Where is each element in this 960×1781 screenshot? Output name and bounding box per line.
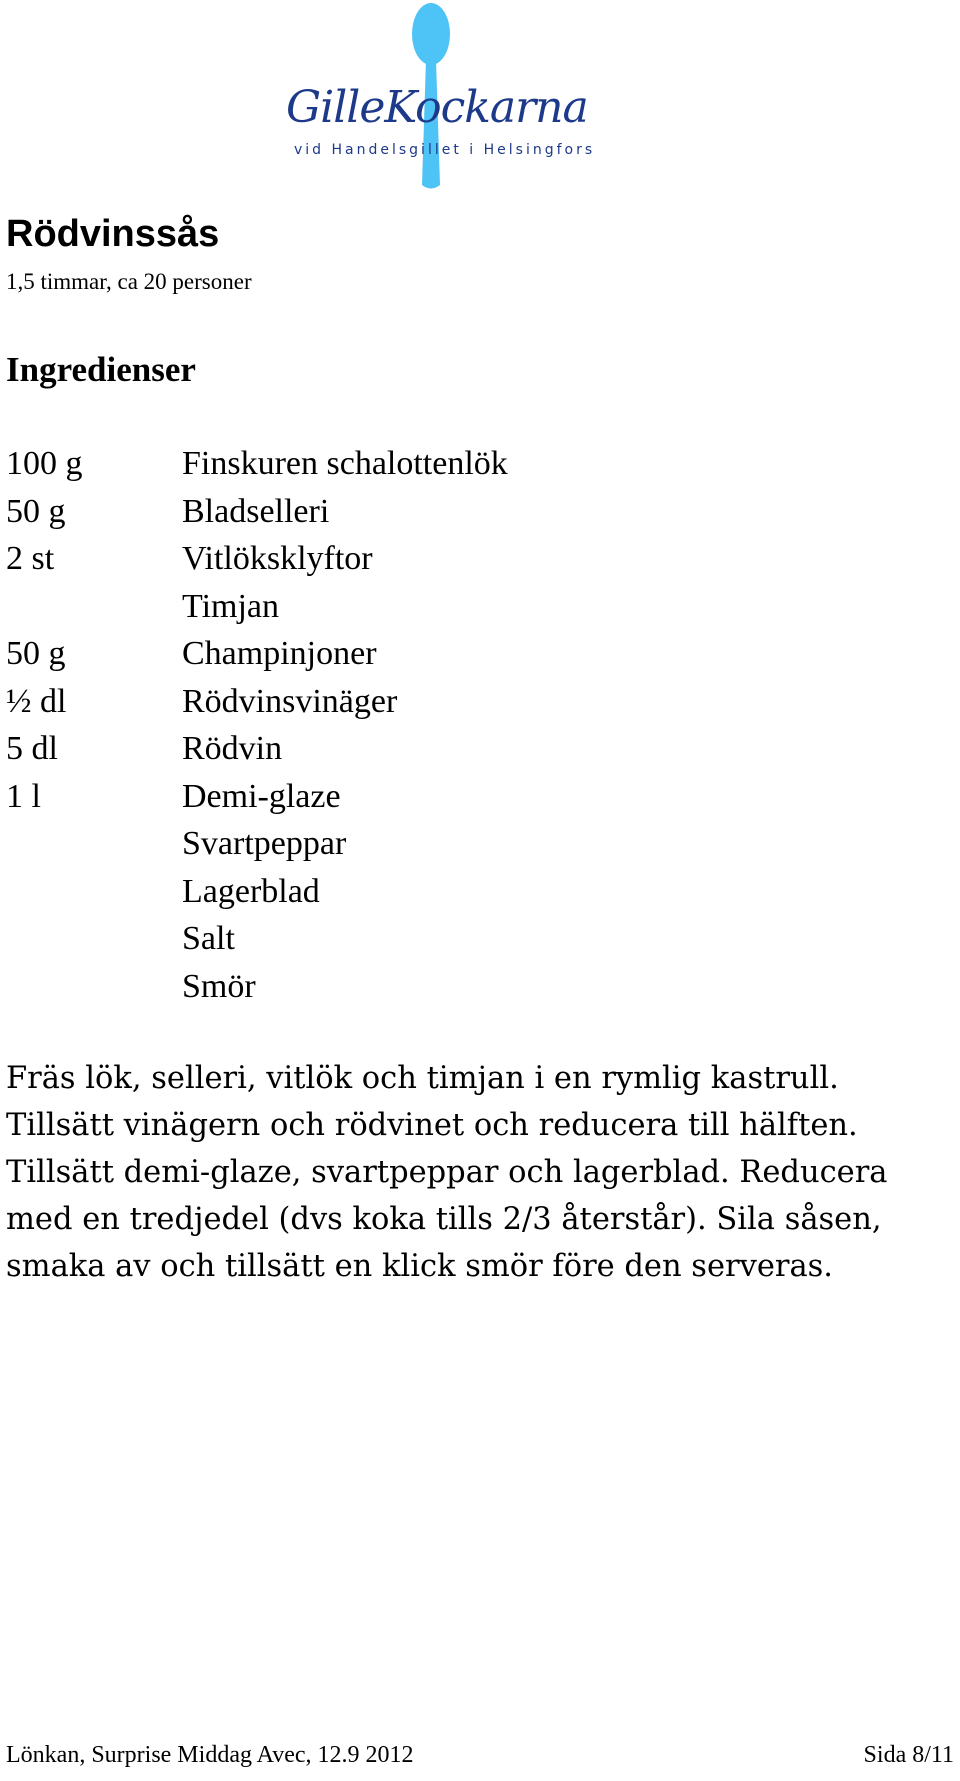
ingredient-quantity: 2 st: [6, 540, 55, 577]
ingredient-name: Champinjoner: [182, 635, 377, 672]
ingredients-heading: Ingredienser: [6, 350, 196, 389]
ingredient-row: [6, 583, 706, 631]
ingredient-quantity: 50 g: [6, 635, 66, 672]
ingredient-row: [6, 488, 706, 536]
ingredient-quantity: [6, 963, 182, 1011]
ingredient-name: Salt: [182, 920, 235, 957]
ingredient-quantity: 5 dl: [6, 730, 58, 767]
ingredient-row: [6, 630, 706, 678]
method-line: med en tredjedel (dvs koka tills 2/3 återstår). Sila såsen,: [6, 1202, 882, 1237]
method-line: smaka av och tillsätt en klick smör före den serveras.: [6, 1249, 833, 1284]
ingredient-name: Rödvin: [182, 730, 283, 767]
ingredient-name: Finskuren schalottenlök: [182, 445, 508, 482]
method-paragraph: [6, 1055, 956, 1290]
ingredient-row: [6, 868, 706, 916]
ingredient-name: Demi-glaze: [182, 777, 341, 815]
ingredient-name: Timjan: [182, 587, 280, 625]
ingredient-row: [6, 535, 706, 583]
method-line: Tillsätt demi-glaze, svartpeppar och lagerblad. Reducera: [6, 1155, 888, 1190]
ingredient-quantity: [6, 868, 182, 916]
ingredient-row: [6, 820, 706, 868]
ingredient-quantity: [6, 583, 182, 631]
method-line: Tillsätt vinägern och rödvinet och reducera till hälften.: [6, 1108, 858, 1143]
ingredient-quantity: 50 g: [6, 492, 66, 530]
ingredient-name: Rödvinsvinäger: [182, 682, 398, 720]
ingredient-list: [6, 440, 706, 1010]
ingredient-row: [6, 440, 706, 488]
ingredient-row: [6, 915, 706, 963]
ingredient-name: Smör: [182, 967, 256, 1005]
logo-subtitle: vid Handelsgillet i Helsingfors: [294, 142, 596, 158]
footer-left: Lönkan, Surprise Middag Avec, 12.9 2012: [6, 1742, 414, 1768]
page-footer: [6, 1740, 954, 1770]
method-line: Fräs lök, selleri, vitlök och timjan i en rymlig kastrull.: [6, 1061, 839, 1096]
ingredient-name: Svartpeppar: [182, 825, 347, 862]
ingredient-name: Bladselleri: [182, 492, 330, 530]
ingredient-quantity: 1 l: [6, 777, 41, 815]
recipe-title: Rödvinssås: [6, 213, 220, 255]
ingredient-row: [6, 963, 706, 1011]
ingredient-name: Lagerblad: [182, 872, 320, 910]
ingredient-quantity: [6, 820, 182, 868]
footer-page-number: Sida 8/11: [863, 1742, 954, 1768]
gillekockarna-logo: [280, 0, 600, 195]
ingredient-row: [6, 725, 706, 773]
ingredient-quantity: 100 g: [6, 445, 83, 482]
ingredient-name: Vitlöksklyftor: [182, 540, 373, 577]
ingredient-row: [6, 773, 706, 821]
logo-name: GilleKockarna: [286, 82, 588, 133]
ingredient-quantity: ½ dl: [6, 682, 67, 720]
recipe-meta: 1,5 timmar, ca 20 personer: [6, 269, 252, 294]
ingredient-quantity: [6, 915, 182, 963]
ingredient-row: [6, 678, 706, 726]
